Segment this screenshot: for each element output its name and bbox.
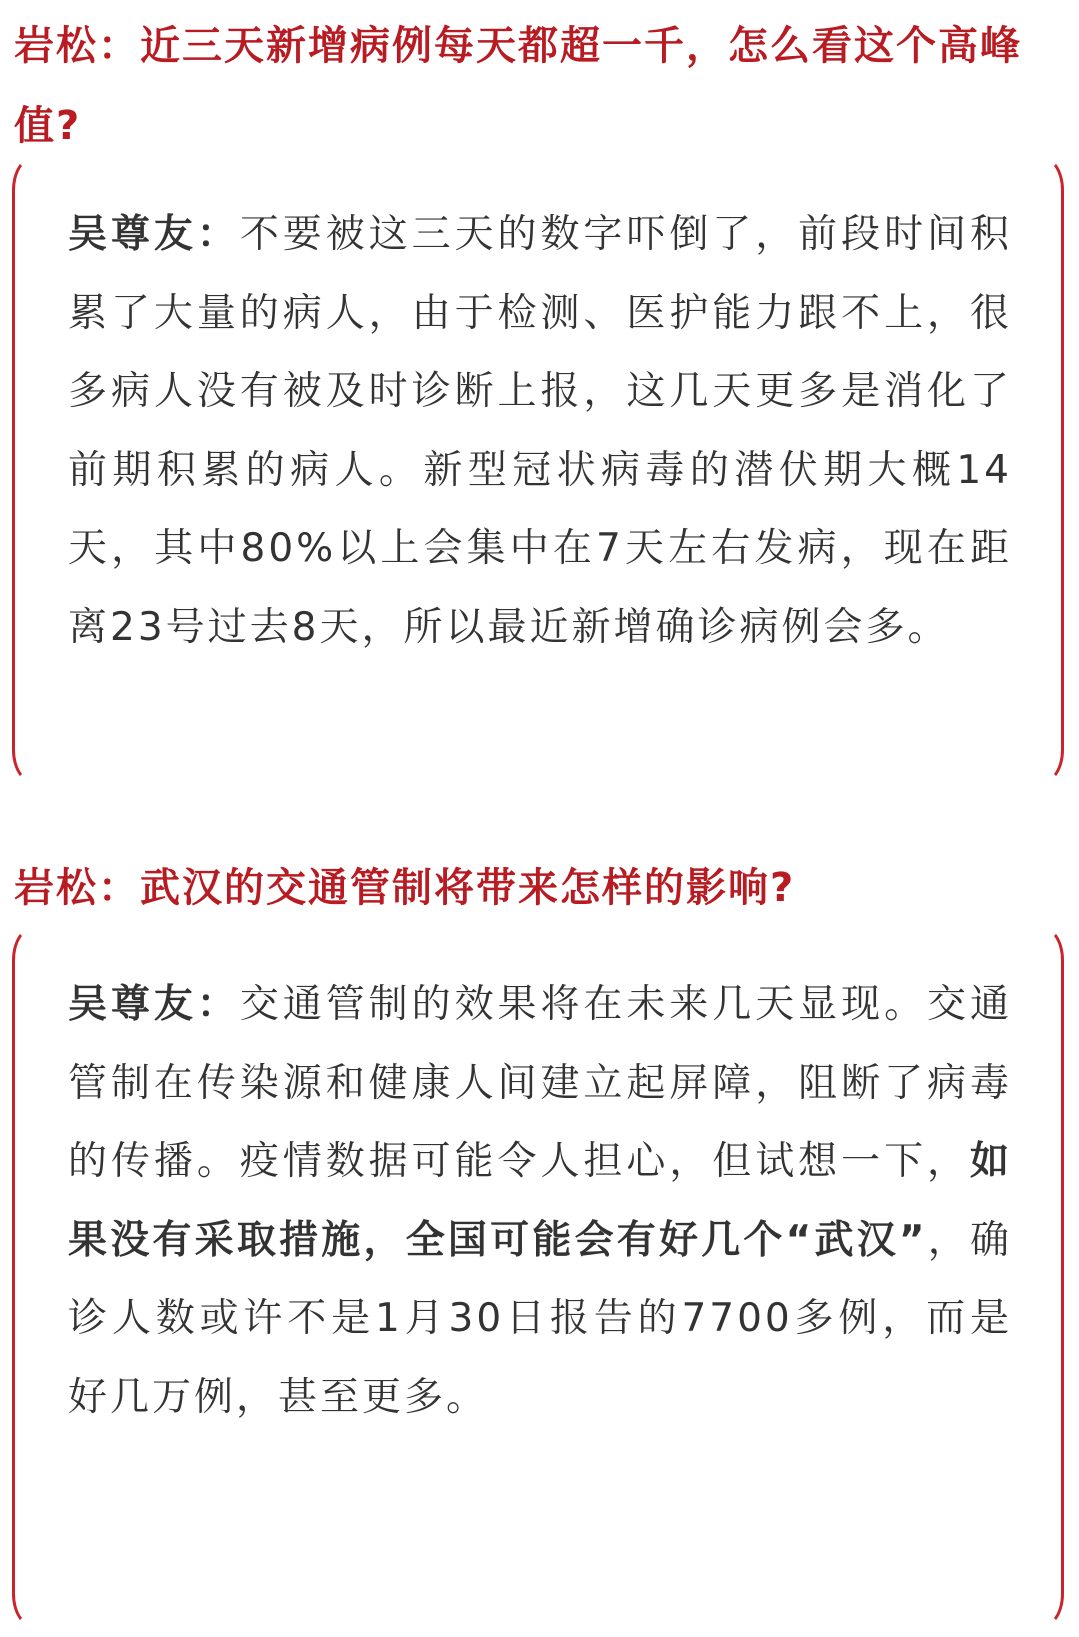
answer-2-emphasis: 如果没有采取措施，全国可能会有好几个“武汉” [68, 1139, 1012, 1263]
answer-2-text [68, 966, 1012, 1437]
answer-2-body-after: ，确诊人数或许不是1月30日报告的7700多例，而是好几万例，甚至更多。 [68, 1217, 1012, 1420]
right-bracket-decoration [1039, 156, 1064, 784]
answer-1-text [68, 196, 1012, 667]
left-bracket-decoration [12, 156, 37, 784]
answer-1-body: 不要被这三天的数字吓倒了，前段时间积累了大量的病人，由于检测、医护能力跟不上，很多病人没有被及时诊断上报，这几天更多是消化了前期积累的病人。新型冠状病毒的潜伏期大概14天，其中80%以上会集中在7天左右发病，现在距离23号过去8天，所以最近新增确诊病例会多。 [68, 212, 1012, 650]
question-1-speaker: 岩松： [14, 23, 140, 69]
question-2-text: 武汉的交通管制将带来怎样的影响? [140, 865, 796, 911]
right-bracket-decoration [1039, 926, 1064, 1628]
question-1 [14, 6, 1064, 166]
left-bracket-decoration [12, 926, 37, 1628]
question-2 [14, 848, 1064, 928]
question-1-text: 近三天新增病例每天都超一千，怎么看这个高峰值? [14, 23, 1022, 149]
answer-2-speaker: 吴尊友： [68, 982, 240, 1027]
answer-2-body-before: 交通管制的效果将在未来几天显现。交通管制在传染源和健康人间建立起屏障，阻断了病毒的传播。疫情数据可能令人担心，但试想一下， [68, 982, 1012, 1184]
answer-1-box [12, 156, 1064, 784]
answer-2-box [12, 926, 1064, 1628]
answer-1-speaker: 吴尊友： [68, 212, 240, 257]
question-2-speaker: 岩松： [14, 865, 140, 911]
